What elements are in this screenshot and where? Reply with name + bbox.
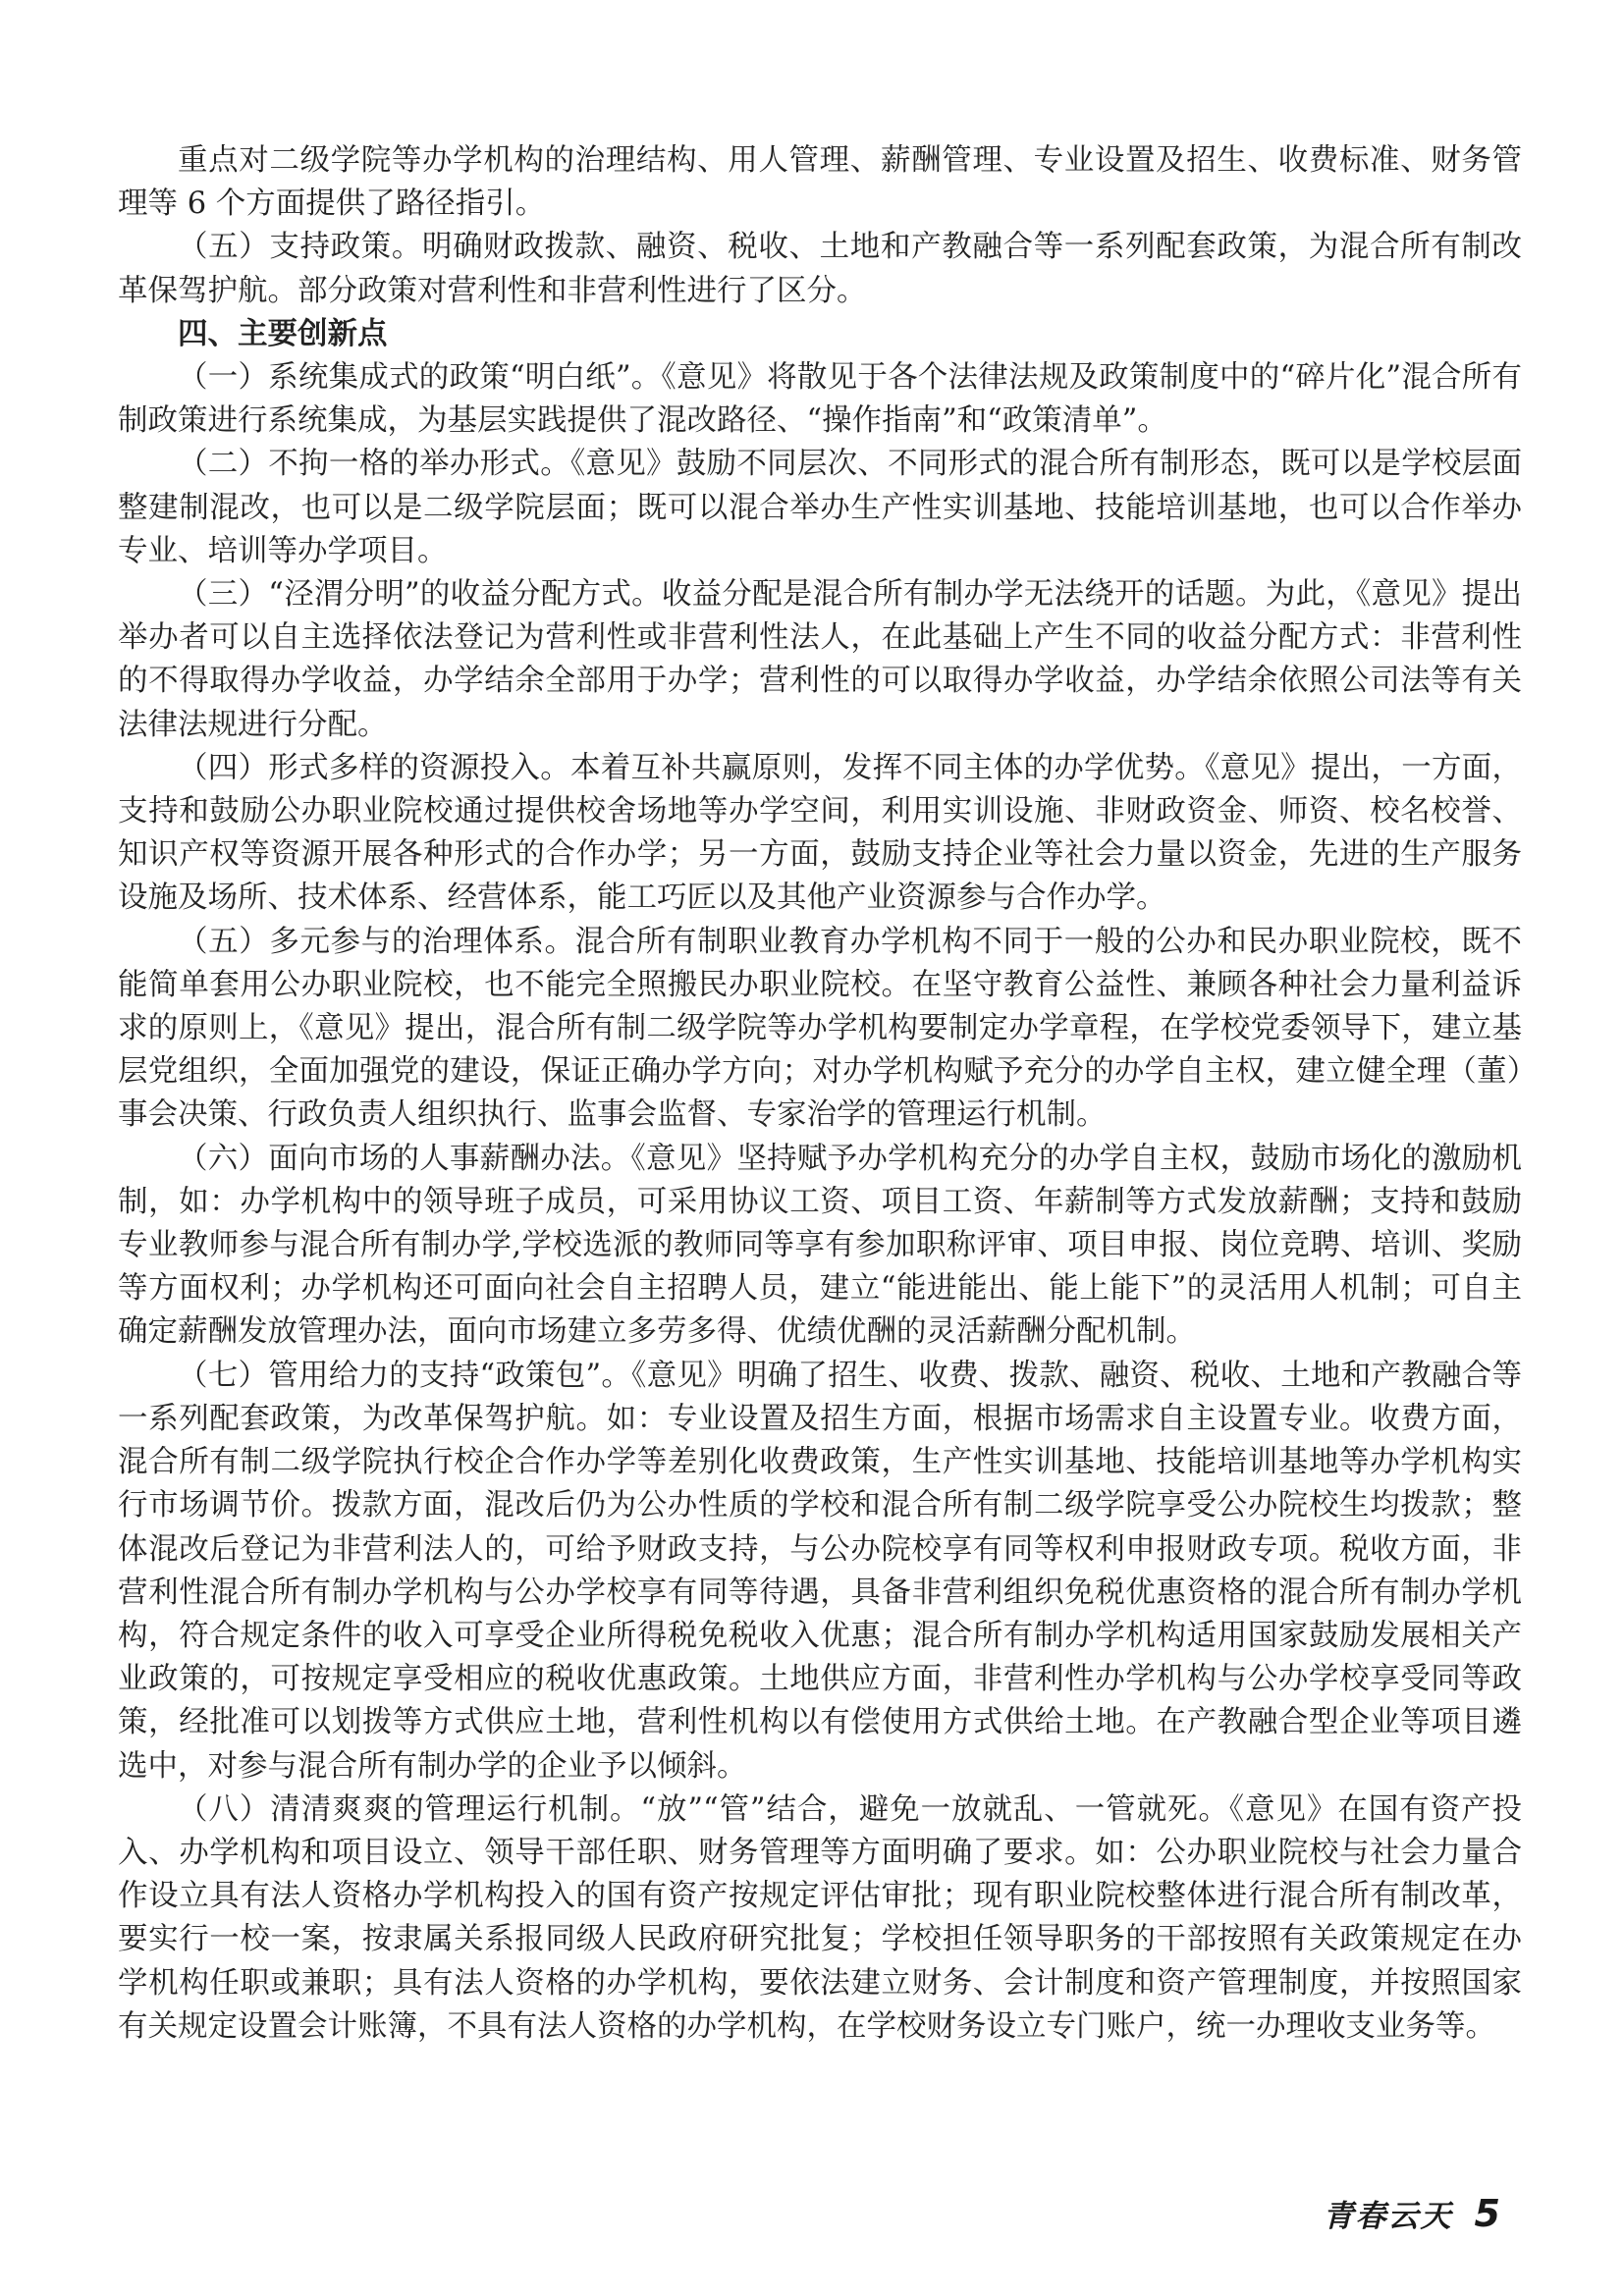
innovation-item-4: （四）形式多样的资源投入。本着互补共赢原则，发挥不同主体的办学优势。《意见》提出，一方面，支持和鼓励公办职业院校通过提供校舍场地等办学空间，利用实训设施、非财政资金、师资、校名校誉、知识产权等资源开展各种形式的合作办学；另一方面，鼓励支持企业等社会力量以资金，先进的生产服务设施及场所、技术体系、经营体系，能工巧匠以及其他产业资源参与合作办学。: [118, 750, 1522, 916]
policy-support-paragraph: （五）支持政策。明确财政拨款、融资、税收、土地和产教融合等一系列配套政策，为混合所有制改革保驾护航。部分政策对营利性和非营利性进行了区分。: [118, 230, 1522, 308]
innovation-item-8: （八）清清爽爽的管理运行机制。“放”“管”结合，避免一放就乱、一管就死。《意见》在国有资产投入、办学机构和项目设立、领导干部任职、财务管理等方面明确了要求。如：公办职业院校与社会力量合作设立具有法人资格办学机构投入的国有资产按规定评估审批；现有职业院校整体进行混合所有制改革，要实行一校一案，按隶属关系报同级人民政府研究批复；学校担任领导职务的干部按照有关政策规定在办学机构任职或兼职；具有法人资格的办学机构，要依法建立财务、会计制度和资产管理制度，并按照国家有关规定设置会计账簿，不具有法人资格的办学机构，在学校财务设立专门账户，统一办理收支业务等。: [118, 1791, 1522, 2044]
innovation-item-5: （五）多元参与的治理体系。混合所有制职业教育办学机构不同于一般的公办和民办职业院校，既不能简单套用公办职业院校，也不能完全照搬民办职业院校。在坚守教育公益性、兼顾各种社会力量利益诉求的原则上，《意见》提出，混合所有制二级学院等办学机构要制定办学章程，在学校党委领导下，建立基层党组织，全面加强党的建设，保证正确办学方向；对办学机构赋予充分的办学自主权，建立健全理（董）事会决策、行政负责人组织执行、监事会监督、专家治学的管理运行机制。: [118, 924, 1522, 1133]
innovation-item-1: （一）系统集成式的政策“明白纸”。《意见》将散见于各个法律法规及政策制度中的“碎片化”混合所有制政策进行系统集成，为基层实践提供了混改路径、“操作指南”和“政策清单”。: [118, 360, 1522, 439]
page-number: 5: [1474, 2192, 1500, 2235]
intro-paragraph: 重点对二级学院等办学机构的治理结构、用人管理、薪酬管理、专业设置及招生、收费标准、财务管理等 6 个方面提供了路径指引。: [118, 143, 1522, 222]
section-heading: 四、主要创新点: [178, 316, 388, 351]
innovation-item-2: （二）不拘一格的举办形式。《意见》鼓励不同层次、不同形式的混合所有制形态，既可以是学校层面整建制混改，也可以是二级学院层面；既可以混合举办生产性实训基地、技能培训基地，也可以合作举办专业、培训等办学项目。: [118, 447, 1522, 568]
innovation-item-3: （三）“泾渭分明”的收益分配方式。收益分配是混合所有制办学无法绕开的话题。为此，《意见》提出举办者可以自主选择依法登记为营利性或非营利性法人，在此基础上产生不同的收益分配方式：非营利性的不得取得办学收益，办学结余全部用于办学；营利性的可以取得办学收益，办学结余依照公司法等有关法律法规进行分配。: [118, 577, 1522, 742]
article-body: [118, 139, 1522, 2049]
magazine-name: 青春云天: [1323, 2199, 1453, 2234]
innovation-item-6: （六）面向市场的人事薪酬办法。《意见》坚持赋予办学机构充分的办学自主权，鼓励市场化的激励机制，如：办学机构中的领导班子成员，可采用协议工资、项目工资、年薪制等方式发放薪酬；支持和鼓励专业教师参与混合所有制办学,学校选派的教师同等享有参加职称评审、项目申报、岗位竞聘、培训、奖励等方面权利；办学机构还可面向社会自主招聘人员，建立“能进能出、能上能下”的灵活用人机制；可自主确定薪酬发放管理办法，面向市场建立多劳多得、优绩优酬的灵活薪酬分配机制。: [118, 1141, 1522, 1350]
innovation-item-7: （七）管用给力的支持“政策包”。《意见》明确了招生、收费、拨款、融资、税收、土地和产教融合等一系列配套政策，为改革保驾护航。如：专业设置及招生方面，根据市场需求自主设置专业。收费方面，混合所有制二级学院执行校企合作办学等差别化收费政策，生产性实训基地、技能培训基地等办学机构实行市场调节价。拨款方面，混改后仍为公办性质的学校和混合所有制二级学院享受公办院校生均拨款；整体混改后登记为非营利法人的，可给予财政支持，与公办院校享有同等权利申报财政专项。税收方面，非营利性混合所有制办学机构与公办学校享有同等待遇，具备非营利组织免税优惠资格的混合所有制办学机构，符合规定条件的收入可享受企业所得税免税收入优惠；混合所有制办学机构适用国家鼓励发展相关产业政策的，可按规定享受相应的税收优惠政策。土地供应方面，非营利性办学机构与公办学校享受同等政策，经批准可以划拨等方式供应土地，营利性机构以有偿使用方式供给土地。在产教融合型企业等项目遴选中，对参与混合所有制办学的企业予以倾斜。: [118, 1358, 1522, 1784]
page-footer: [1324, 2191, 1500, 2235]
